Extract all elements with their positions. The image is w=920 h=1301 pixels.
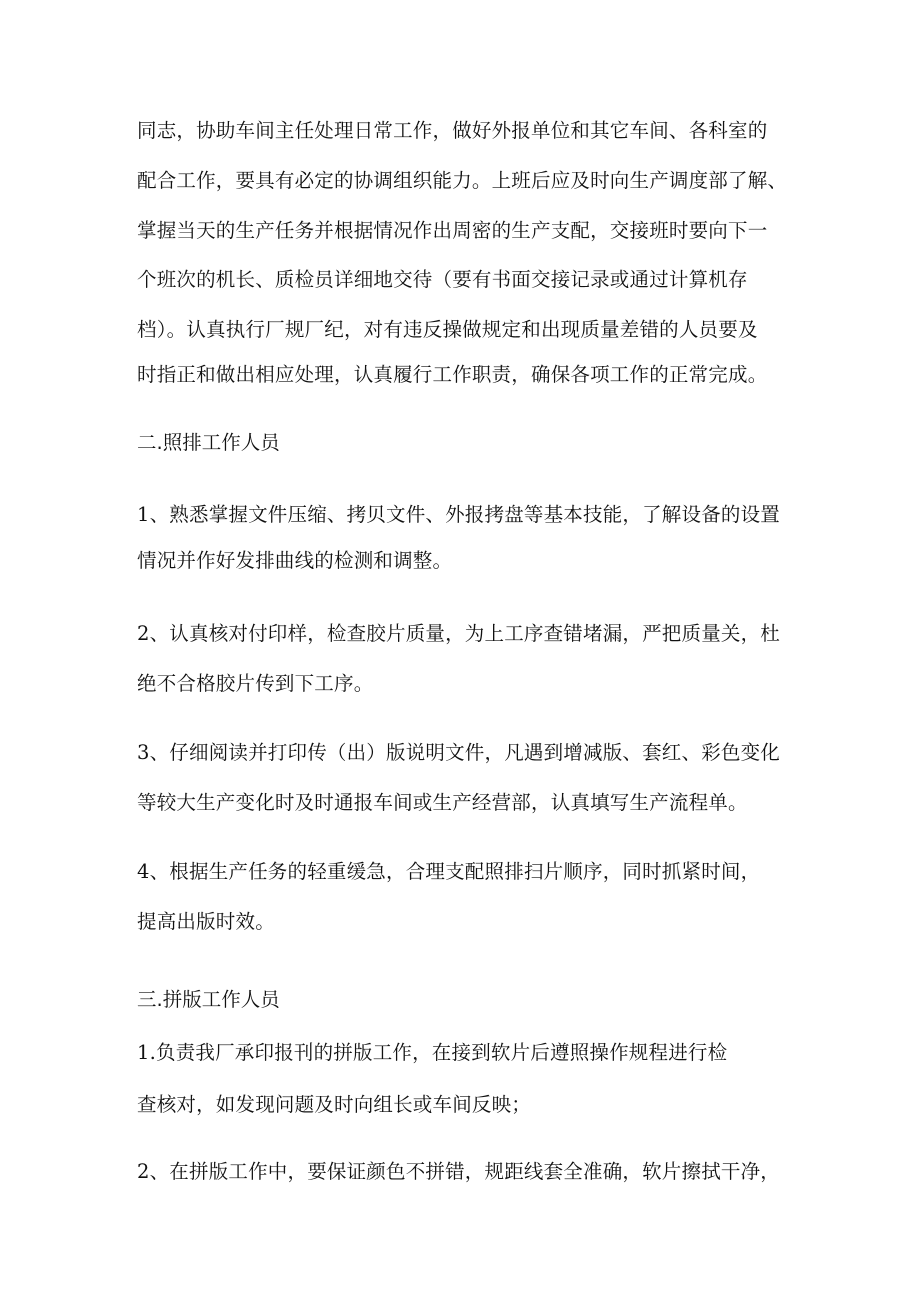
paragraph-line: 同志，协助车间主任处理日常工作，做好外报单位和其它车间、各科室的 xyxy=(137,119,768,142)
list-item-line: 3、仔细阅读并打印传（出）版说明文件，凡遇到增减版、套红、彩色变化 xyxy=(137,741,781,764)
list-item-line: 情况并作好发排曲线的检测和调整。 xyxy=(137,549,453,572)
list-item-line: 1、熟悉掌握文件压缩、拷贝文件、外报拷盘等基本技能，了解设备的设置 xyxy=(137,503,781,526)
list-item-line: 2、在拼版工作中，要保证颜色不拼错，规距线套全准确，软片擦拭干净， xyxy=(137,1160,781,1183)
list-item-line: 2、认真核对付印样，检查胶片质量，为上工序查错堵漏，严把质量关，杜 xyxy=(137,622,781,645)
list-item-line: 绝不合格胶片传到下工序。 xyxy=(137,672,374,695)
section-heading: 三.拼版工作人员 xyxy=(137,988,280,1011)
paragraph-line: 档）。认真执行厂规厂纪，对有违反操做规定和出现质量差错的人员要及 xyxy=(137,318,758,341)
list-item-line: 4、根据生产任务的轻重缓急，合理支配照排扫片顺序，同时抓紧时间， xyxy=(137,860,761,883)
paragraph-line: 个班次的机长、质检员详细地交待（要有书面交接记录或通过计算机存 xyxy=(137,268,748,291)
list-item-line: 等较大生产变化时及时通报车间或生产经营部，认真填写生产流程单。 xyxy=(137,791,748,814)
paragraph-line: 配合工作，要具有必定的协调组织能力。上班后应及时向生产调度部了解、 xyxy=(137,169,788,192)
list-item-line: 查核对，如发现问题及时向组长或车间反映； xyxy=(137,1093,532,1116)
list-item-line: 提高出版时效。 xyxy=(137,910,275,933)
section-heading: 二.照排工作人员 xyxy=(137,431,280,454)
paragraph-line: 时指正和做出相应处理，认真履行工作职责，确保各项工作的正常完成。 xyxy=(137,363,768,386)
list-item-line: 1.负责我厂承印报刊的拼版工作，在接到软片后遵照操作规程进行检 xyxy=(137,1041,728,1064)
paragraph-line: 掌握当天的生产任务并根据情况作出周密的生产支配，交接班时要向下一 xyxy=(137,219,768,242)
